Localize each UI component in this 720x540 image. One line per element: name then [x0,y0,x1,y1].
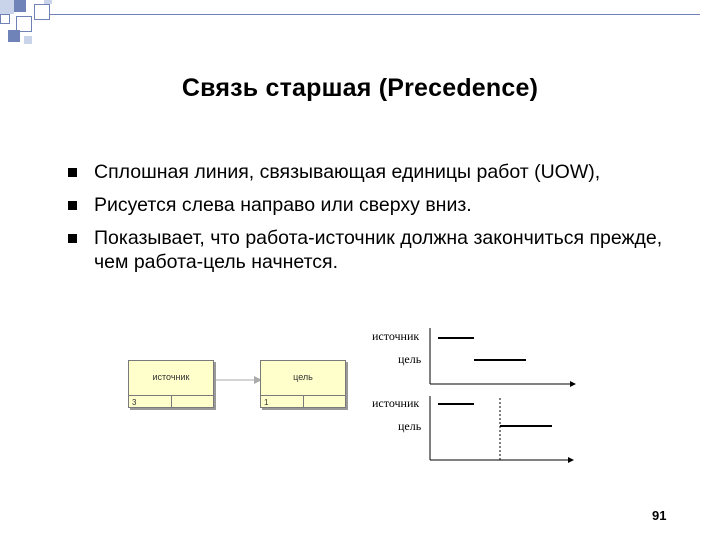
target-box-divider [303,396,304,407]
precedence-link-arrow [216,356,262,412]
bullet-square-icon [68,168,77,177]
target-box-number: 1 [264,398,269,407]
bottom-target-label: цель [398,419,422,433]
header-rule [50,14,700,15]
decorative-squares [0,0,60,50]
source-unit-of-work-box [128,360,214,408]
bullet-list [66,160,676,283]
bullet-square-icon [68,234,77,243]
bullet-text: Показывает, что работа-источник должна закончиться прежде, чем работа-цель начнется. [94,227,663,273]
target-box-label: цель [293,372,313,382]
bullet-item [66,226,676,274]
page-number: 91 [652,508,667,523]
source-box-label: источник [152,372,190,382]
top-target-label: цель [398,352,422,366]
source-box-number: 3 [132,398,137,407]
top-source-label: источник [372,329,420,343]
slide-title: Связь старшая (Precedence) [181,74,539,102]
bullet-item [66,193,676,217]
bottom-source-label: источник [372,396,420,410]
bullet-text: Рисуется слева направо или сверху вниз. [94,194,472,216]
target-unit-of-work-box [260,360,346,408]
bullet-square-icon [68,201,77,210]
source-box-divider [171,396,172,407]
bullet-text: Сплошная линия, связывающая единицы работ (UOW), [94,161,601,183]
idef-precedence-diagram [128,356,358,412]
bullet-item [66,160,676,184]
